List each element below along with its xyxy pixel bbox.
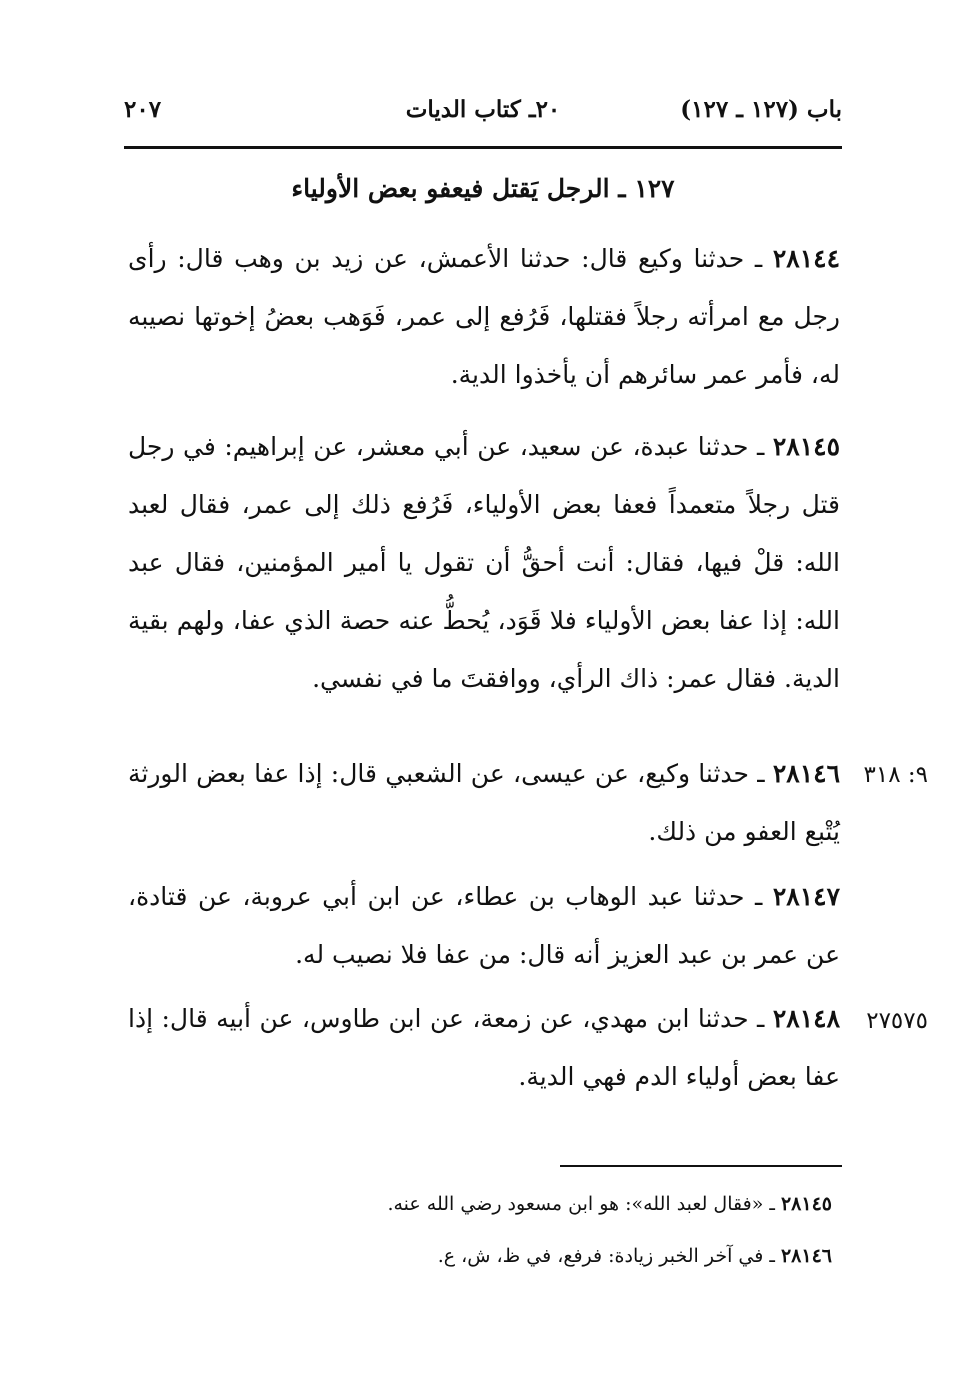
hadith-paragraph	[128, 990, 840, 1106]
hadith-paragraph	[128, 418, 840, 708]
running-header	[124, 92, 842, 136]
footnote-number: ٢٨١٤٦	[780, 1245, 832, 1267]
footnote	[128, 1245, 832, 1267]
hadith-text: ـ حدثنا ابن مهدي، عن زمعة، عن ابن طاوس، عن أبيه قال: إذا عفا بعض أولياء الدم فهي الدية.	[128, 1004, 840, 1091]
hadith-paragraph	[128, 230, 840, 404]
book-title: ٢٠ـ كتاب الديات	[405, 96, 561, 123]
hadith-text: ـ حدثنا عبد الوهاب بن عطاء، عن ابن أبي عروبة، عن قتادة، عن عمر بن عبد العزيز أنه قال: من عفا فلا نصيب له.	[128, 882, 840, 969]
hadith-number: ٢٨١٤٤	[772, 244, 840, 273]
margin-reference: ٢٧٥٧٥	[866, 1008, 928, 1034]
footnote-rule	[560, 1165, 842, 1167]
hadith-number: ٢٨١٤٨	[772, 1004, 840, 1033]
hadith-number: ٢٨١٤٧	[772, 882, 840, 911]
hadith-number: ٢٨١٤٦	[772, 759, 840, 788]
page-number: ٢٠٧	[124, 96, 162, 123]
hadith-text: ـ حدثنا عبدة، عن سعيد، عن أبي معشر، عن إبراهيم: في رجل قتل رجلاً متعمداً فعفا بعض الأولياء، فَرُفع ذلك إلى عمر، فقال لعبد الله: قلْ فيها، فقال: أنت أحقُّ أن تقول يا أمير المؤمنين، فقال عبد الله: إذا عفا بعض الأولياء فلا قَوَد، يُحطُّ عنه حصة الذي عفا، ولهم بقية الدية. فقال عمر: ذاك الرأي، ووافقتَ ما في نفسي.	[128, 432, 840, 693]
margin-reference: ٩: ٣١٨	[863, 762, 928, 788]
hadith-paragraph	[128, 745, 840, 861]
footnote-text: ـ في آخر الخبر زيادة: فرفع، في ظ، ش، ع.	[437, 1245, 781, 1267]
hadith-text: ـ حدثنا وكيع، عن عيسى، عن الشعبي قال: إذا عفا بعض الورثة يُتْبع العفو من ذلك.	[128, 759, 840, 846]
section-title: ١٢٧ ـ الرجل يَقتل فيعفو بعض الأولياء	[291, 174, 675, 203]
hadith-paragraph	[128, 868, 840, 984]
footnote-text: ـ «فقال لعبد الله»: هو ابن مسعود رضي الله عنه.	[387, 1193, 781, 1215]
header-rule	[124, 146, 842, 149]
footnote	[128, 1193, 832, 1215]
hadith-number: ٢٨١٤٥	[772, 432, 840, 461]
footnote-number: ٢٨١٤٥	[780, 1193, 832, 1215]
hadith-text: ـ حدثنا وكيع قال: حدثنا الأعمش، عن زيد بن وهب قال: رأى رجل مع امرأته رجلاً فقتلها، فَرُفع إلى عمر، فَوَهب بعضُ إخوتها نصيبه له، فأمر عمر سائرهم أن يأخذوا الدية.	[128, 244, 840, 389]
chapter-range: باب (١٢٧ ـ ١٢٧)	[680, 96, 842, 123]
